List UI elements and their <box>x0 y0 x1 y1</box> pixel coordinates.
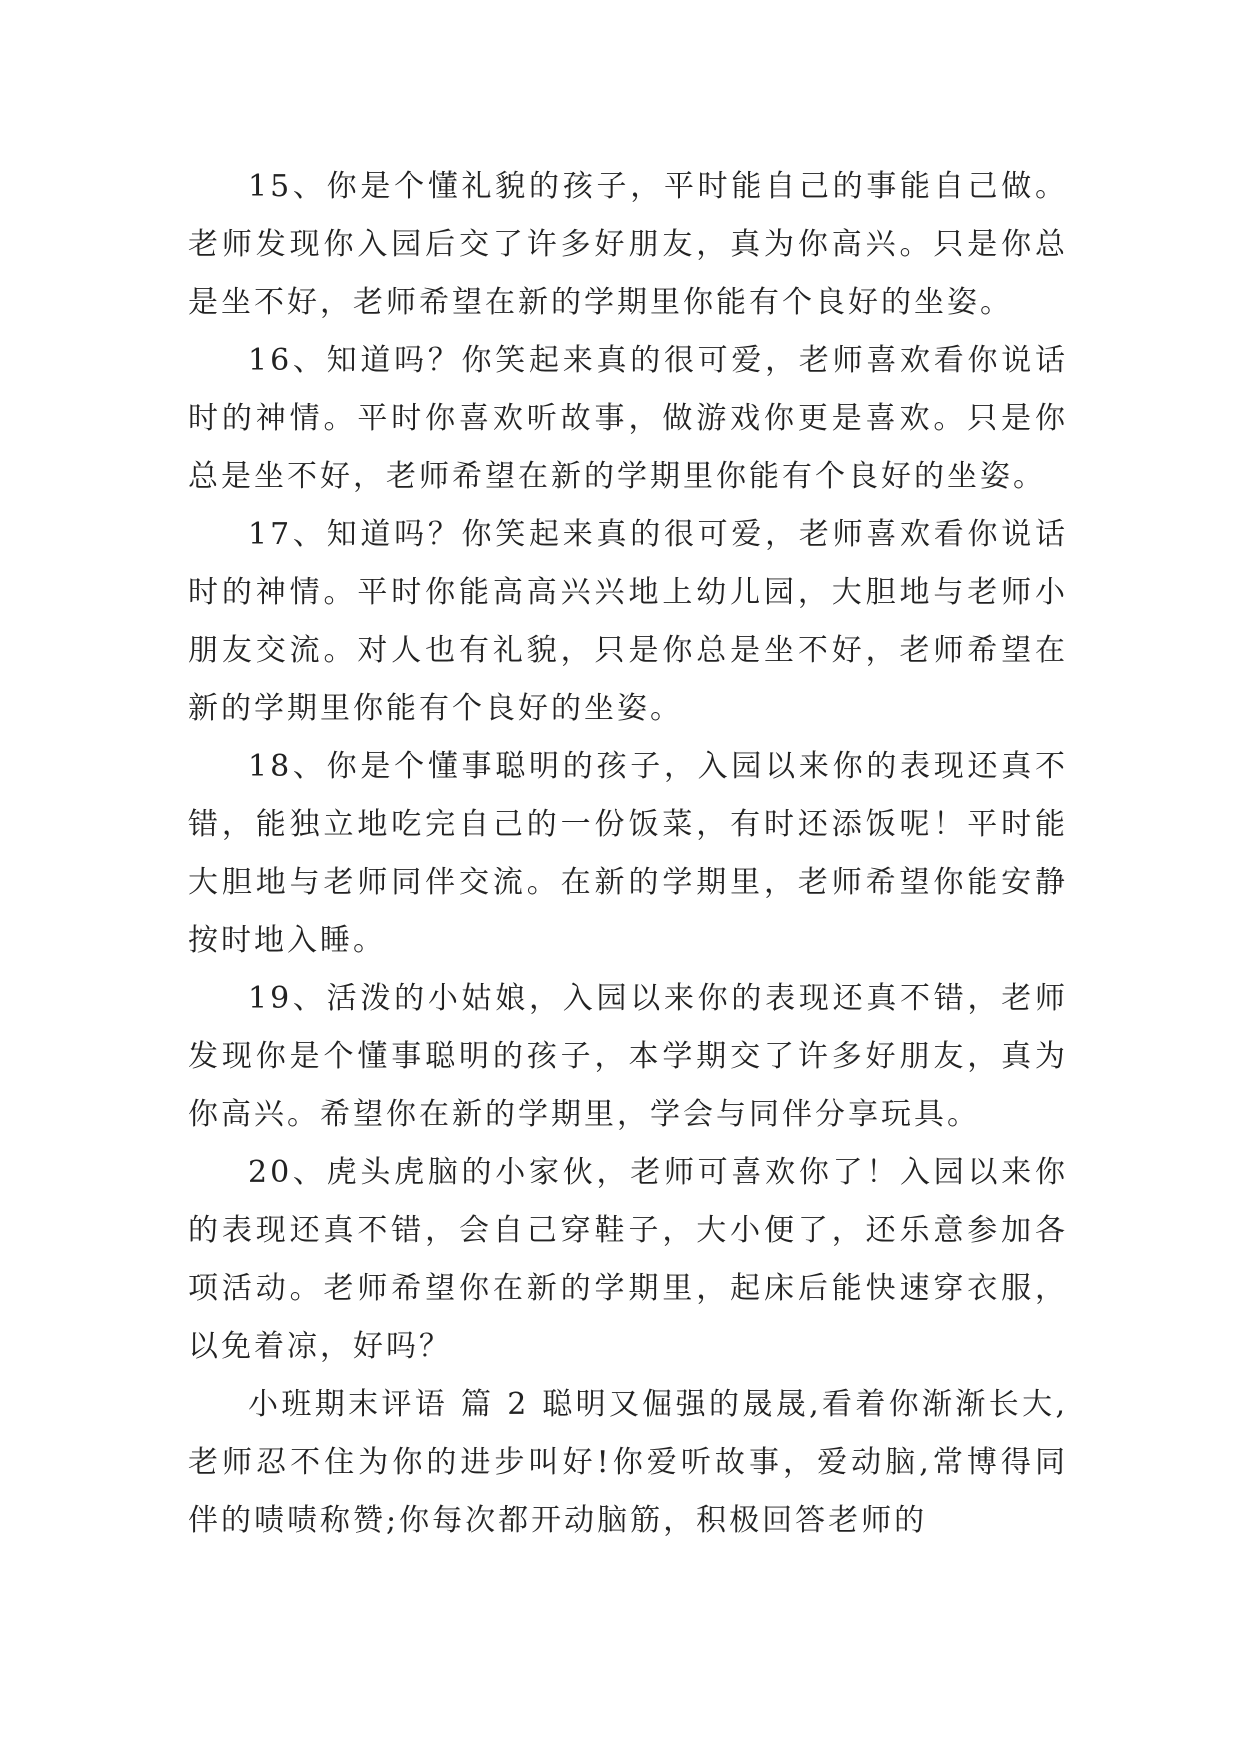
paragraph-15: 15、你是个懂礼貌的孩子，平时能自己的事能自己做。老师发现你入园后交了许多好朋友，真为你高兴。只是你总是坐不好，老师希望在新的学期里你能有个良好的坐姿。 <box>188 169 1068 320</box>
document-body <box>188 158 1068 1550</box>
paragraph-17: 17、知道吗？你笑起来真的很可爱，老师喜欢看你说话时的神情。平时你能高高兴兴地上幼儿园，大胆地与老师小朋友交流。对人也有礼貌，只是你总是坐不好，老师希望在新的学期里你能有个良好的坐姿。 <box>188 517 1068 726</box>
paragraph-20: 20、虎头虎脑的小家伙，老师可喜欢你了！入园以来你的表现还真不错，会自己穿鞋子，大小便了，还乐意参加各项活动。老师希望你在新的学期里，起床后能快速穿衣服，以免着凉，好吗？ <box>188 1155 1068 1364</box>
paragraph-16: 16、知道吗？你笑起来真的很可爱，老师喜欢看你说话时的神情。平时你喜欢听故事，做游戏你更是喜欢。只是你总是坐不好，老师希望在新的学期里你能有个良好的坐姿。 <box>188 343 1068 494</box>
paragraph-18: 18、你是个懂事聪明的孩子，入园以来你的表现还真不错，能独立地吃完自己的一份饭菜，有时还添饭呢！平时能大胆地与老师同伴交流。在新的学期里，老师希望你能安静按时地入睡。 <box>188 749 1068 958</box>
paragraph-section-2: 小班期末评语 篇 2 聪明又倔强的晟晟,看着你渐渐长大,老师忍不住为你的进步叫好!你爱听故事，爱动脑,常博得同伴的啧啧称赞;你每次都开动脑筋，积极回答老师的 <box>188 1387 1068 1538</box>
paragraph-19: 19、活泼的小姑娘，入园以来你的表现还真不错，老师发现你是个懂事聪明的孩子，本学期交了许多好朋友，真为你高兴。希望你在新的学期里，学会与同伴分享玩具。 <box>188 981 1068 1132</box>
